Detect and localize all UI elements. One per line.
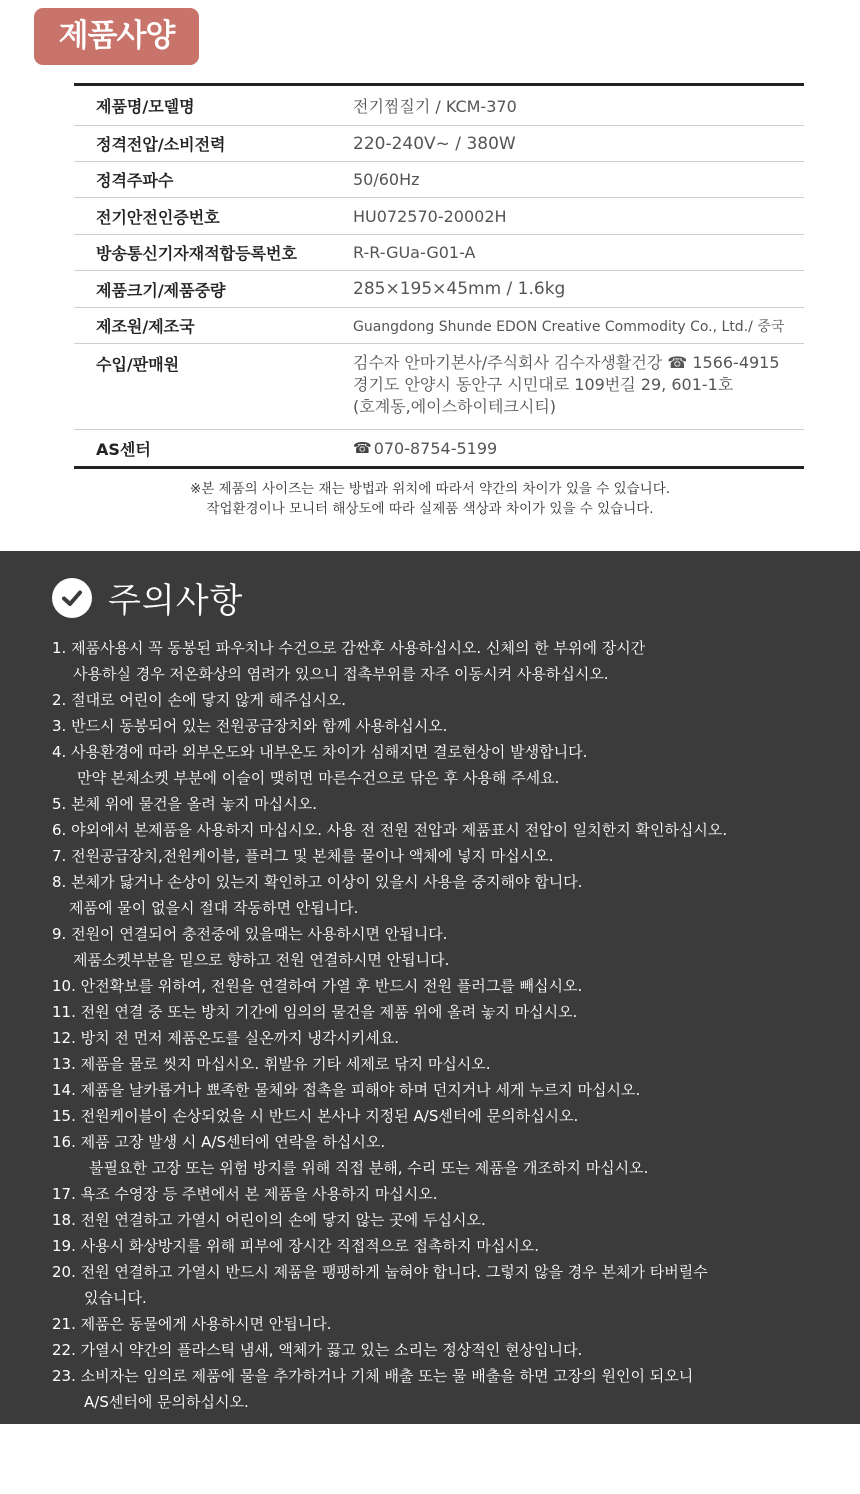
caution-line: 제품에 물이 없을시 절대 작동하면 안됩니다. (69, 899, 359, 917)
caution-line: 1. 제품사용시 꼭 동봉된 파우치나 수건으로 감싼후 사용하십시오. 신체의 한 부위에 장시간 (52, 639, 646, 657)
spec-value: 220-240V~ / 380W (353, 133, 516, 154)
caution-line: 6. 야외에서 본제품을 사용하지 마십시오. 사용 전 전원 전압과 제품표시 전압이 일치한지 확인하십시오. (52, 821, 728, 839)
caution-line: 8. 본체가 닳거나 손상이 있는지 확인하고 이상이 있을시 사용을 중지해야 합니다. (52, 873, 583, 891)
check-circle-icon (52, 578, 92, 618)
importer-address (353, 352, 780, 418)
size-color-notice (0, 479, 860, 519)
caution-line: 10. 안전확보를 위하여, 전원을 연결하여 가열 후 반드시 전원 플러그를 빼십시오. (52, 977, 583, 995)
caution-line: 3. 반드시 동봉되어 있는 전원공급장치와 함께 사용하십시오. (52, 717, 448, 735)
spec-value (353, 430, 804, 466)
caution-line: 23. 소비자는 임의로 제품에 물을 추가하거나 기체 배출 또는 물 배출을 하면 고장의 원인이 되오니 (52, 1367, 694, 1385)
spec-value: 285×195×45mm / 1.6kg (353, 279, 566, 299)
spec-row-power (74, 126, 804, 162)
importer-line: 김수자 안마기본사/주식회사 김수자생활건강 ☎ 1566-4915 (353, 353, 780, 372)
phone-icon: ☎ (353, 439, 372, 457)
importer-line: 경기도 안양시 동안구 시민대로 109번길 29, 601-1호 (353, 375, 734, 394)
spec-value: 전기찜질기 / KCM-370 (353, 97, 517, 116)
caution-section (0, 551, 860, 1424)
caution-line: 14. 제품을 날카롭거나 뾰족한 물체와 접촉을 피해야 하며 던지거나 세게 누르지 마십시오. (52, 1081, 641, 1099)
spec-value (353, 344, 804, 429)
spec-value: HU072570-20002H (353, 206, 507, 226)
spec-row-size-weight (74, 271, 804, 308)
caution-line: 만약 본체소켓 부분에 이슬이 맺히면 마른수건으로 닦은 후 사용해 주세요. (77, 769, 560, 787)
spec-section-badge: 제품사양 (34, 8, 199, 65)
caution-line: 18. 전원 연결하고 가열시 어린이의 손에 닿지 않는 곳에 두십시오. (52, 1211, 486, 1229)
spec-row-safety-cert (74, 198, 804, 235)
caution-line: 19. 사용시 화상방지를 위해 피부에 장시간 직접적으로 접촉하지 마십시오. (52, 1237, 539, 1255)
caution-line: 7. 전원공급장치,전원케이블, 플러그 및 본체를 물이나 액체에 넣지 마십시오. (52, 847, 554, 865)
caution-line: 사용하실 경우 저온화상의 염려가 있으니 접촉부위를 자주 이동시켜 사용하십시오. (73, 665, 609, 683)
spec-label: 제조원/제조국 (96, 317, 195, 336)
caution-line: 13. 제품을 물로 씻지 마십시오. 휘발유 기타 세제로 닦지 마십시오. (52, 1055, 491, 1073)
spec-label: 제품명/모델명 (96, 97, 195, 116)
importer-line: (호계동,에이스하이테크시티) (353, 397, 557, 416)
spec-table (74, 83, 804, 469)
spec-label: AS센터 (96, 439, 151, 459)
spec-row-importer (74, 344, 804, 430)
spec-label: 수입/판매원 (96, 355, 180, 374)
caution-line: 11. 전원 연결 중 또는 방치 기간에 임의의 물건을 제품 위에 올려 놓지 마십시오. (52, 1003, 578, 1021)
caution-line: 16. 제품 고장 발생 시 A/S센터에 연락을 하십시오. (52, 1133, 386, 1151)
caution-line: 2. 절대로 어린이 손에 닿지 않게 해주십시오. (52, 691, 347, 709)
caution-title: 주의사항 (108, 581, 244, 621)
caution-line: 5. 본체 위에 물건을 올려 놓지 마십시오. (52, 795, 318, 813)
caution-line: 9. 전원이 연결되어 충전중에 있을때는 사용하시면 안됩니다. (52, 925, 448, 943)
as-center-phone: 070-8754-5199 (373, 438, 498, 458)
spec-label: 방송통신기자재적합등록번호 (96, 244, 297, 263)
spec-row-frequency (74, 162, 804, 198)
caution-line: 제품소켓부분을 밑으로 향하고 전원 연결하시면 안됩니다. (73, 951, 450, 969)
spec-row-manufacturer (74, 308, 804, 344)
caution-line: 15. 전원케이블이 손상되었을 시 반드시 본사나 지정된 A/S센터에 문의하십시오. (52, 1107, 579, 1125)
caution-line: 4. 사용환경에 따라 외부온도와 내부온도 차이가 심해지면 결로현상이 발생합니다. (52, 743, 588, 761)
notice-line: ※본 제품의 사이즈는 재는 방법과 위치에 따라서 약간의 차이가 있을 수 있습니다. (189, 481, 671, 497)
spec-label: 정격주파수 (96, 171, 174, 190)
spec-row-model (74, 86, 804, 126)
spec-row-registration (74, 235, 804, 271)
caution-line: 21. 제품은 동물에게 사용하시면 안됩니다. (52, 1315, 332, 1333)
caution-line: A/S센터에 문의하십시오. (84, 1393, 249, 1411)
notice-line: 작업환경이나 모니터 해상도에 따라 실제품 색상과 차이가 있을 수 있습니다. (206, 501, 654, 517)
spec-row-as-center (74, 430, 804, 466)
caution-line: 22. 가열시 약간의 플라스틱 냄새, 액체가 끓고 있는 소리는 정상적인 현상입니다. (52, 1341, 583, 1359)
caution-header (52, 573, 243, 622)
caution-line: 있습니다. (84, 1289, 147, 1307)
caution-line: 20. 전원 연결하고 가열시 반드시 제품을 팽팽하게 눕혀야 합니다. 그렇지 않을 경우 본체가 타버릴수 (52, 1263, 708, 1281)
spec-value: 50/60Hz (353, 170, 420, 189)
caution-list (52, 635, 842, 1415)
spec-value: Guangdong Shunde EDON Creative Commodity Co., Ltd./ 중국 (353, 318, 785, 335)
caution-line: 불필요한 고장 또는 위험 방지를 위해 직접 분해, 수리 또는 제품을 개조하지 마십시오. (89, 1159, 649, 1177)
spec-label: 전기안전인증번호 (96, 207, 220, 227)
caution-line: 12. 방치 전 먼저 제품온도를 실온까지 냉각시키세요. (52, 1029, 400, 1047)
spec-value: R-R-GUa-G01-A (353, 243, 476, 262)
spec-label: 제품크기/제품중량 (96, 280, 226, 300)
caution-line: 17. 욕조 수영장 등 주변에서 본 제품을 사용하지 마십시오. (52, 1185, 438, 1203)
spec-label: 정격전압/소비전력 (96, 135, 226, 154)
